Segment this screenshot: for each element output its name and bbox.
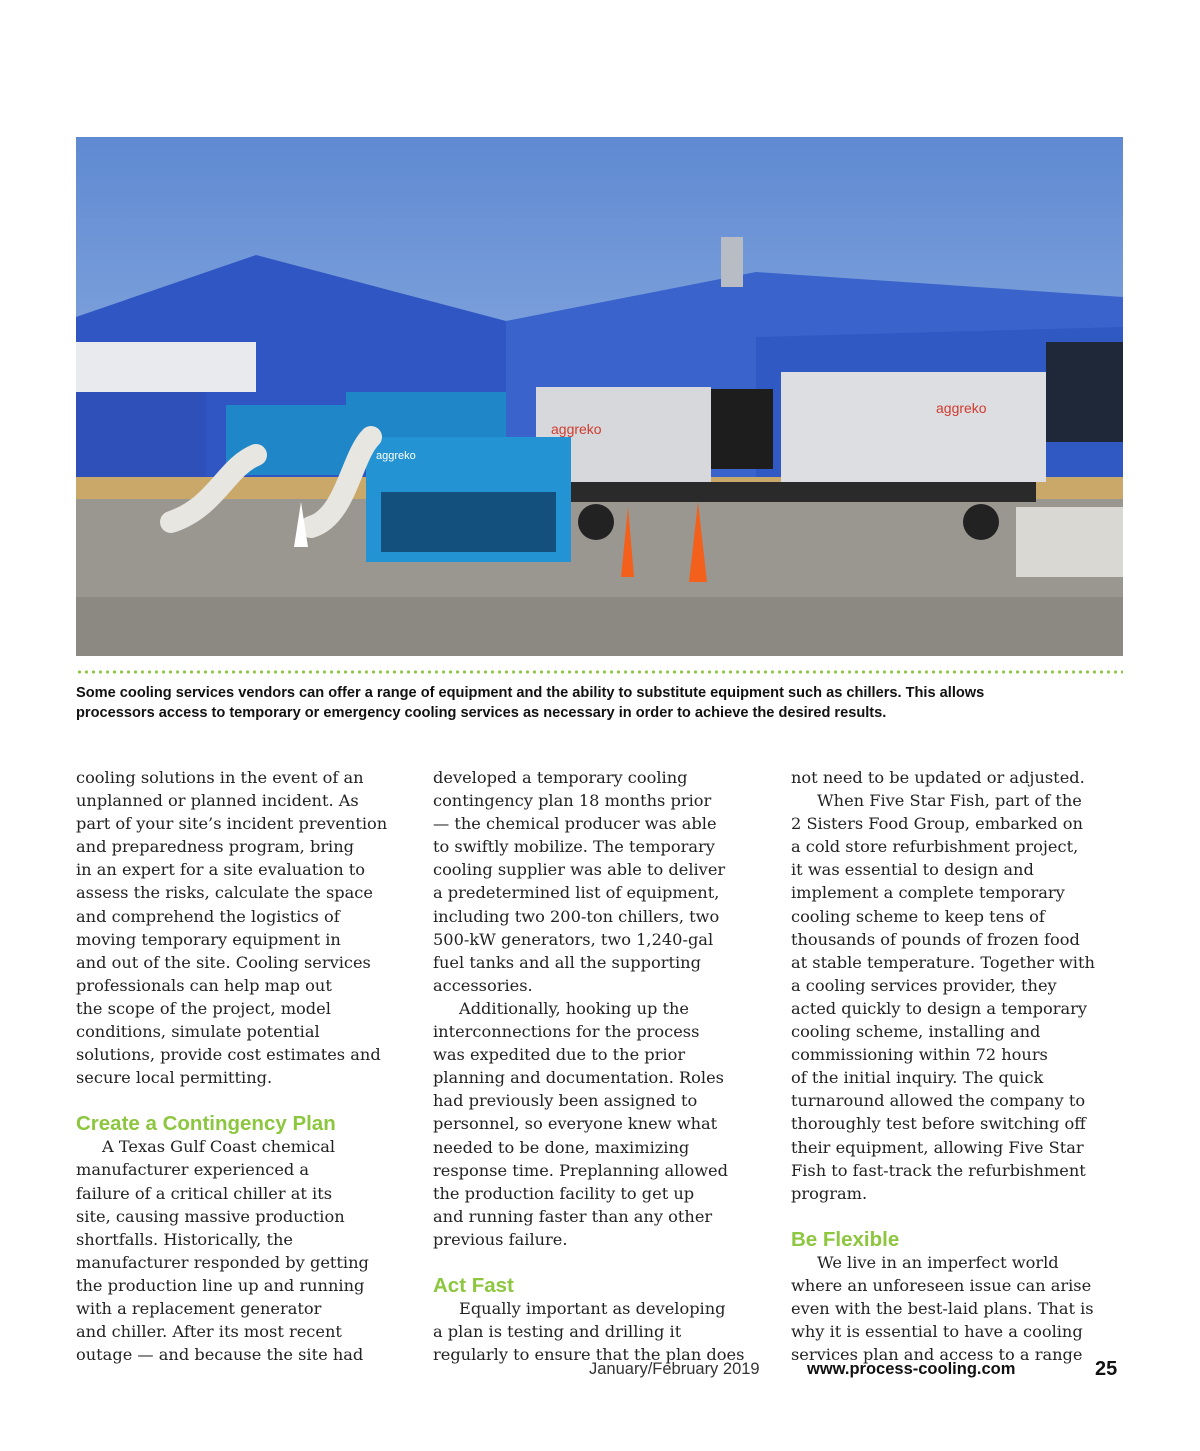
website-link[interactable]: www.process-cooling.com bbox=[807, 1360, 1016, 1378]
body-line: it was essential to design and bbox=[791, 860, 1034, 880]
body-line: their equipment, allowing Five Star bbox=[791, 1137, 1084, 1157]
body-line: accessories. bbox=[433, 975, 533, 995]
body-line: planning and documentation. Roles bbox=[433, 1068, 724, 1088]
body-line: part of your site’s incident prevention bbox=[76, 814, 388, 834]
body-line: developed a temporary cooling bbox=[433, 768, 688, 787]
body-line: of the initial inquiry. The quick bbox=[791, 1068, 1044, 1088]
body-line: services plan and access to a range bbox=[791, 1345, 1083, 1365]
generator-brand-1: aggreko bbox=[551, 421, 602, 437]
body-line: Equally important as developing bbox=[459, 1298, 726, 1318]
body-line: manufacturer responded by getting bbox=[76, 1252, 369, 1272]
section-heading-act-fast: Act Fast bbox=[433, 1273, 514, 1297]
body-line: interconnections for the process bbox=[433, 1022, 700, 1042]
body-line: site, causing massive production bbox=[76, 1206, 345, 1226]
body-line: unplanned or planned incident. As bbox=[76, 791, 359, 811]
body-line: A Texas Gulf Coast chemical bbox=[102, 1137, 336, 1157]
body-line: the scope of the project, model bbox=[76, 998, 331, 1018]
body-line: Fish to fast-track the refurbishment bbox=[791, 1160, 1086, 1180]
body-line: cooling supplier was able to deliver bbox=[433, 860, 726, 880]
body-line: outage — and because the site had bbox=[76, 1345, 364, 1365]
body-line: with a replacement generator bbox=[76, 1298, 322, 1318]
section-heading-be-flexible: Be Flexible bbox=[791, 1227, 900, 1251]
body-line: a cold store refurbishment project, bbox=[791, 837, 1079, 857]
article-column-1 bbox=[76, 766, 421, 1366]
body-line: a cooling services provider, they bbox=[791, 975, 1057, 995]
body-line: in an expert for a site evaluation to bbox=[76, 860, 366, 880]
issue-date: January/February 2019 bbox=[589, 1360, 760, 1378]
body-line: and running faster than any other bbox=[433, 1206, 713, 1226]
body-line: even with the best-laid plans. That is bbox=[791, 1298, 1094, 1318]
body-line: had previously been assigned to bbox=[433, 1091, 698, 1111]
body-line: solutions, provide cost estimates and bbox=[76, 1045, 381, 1065]
body-line: the production line up and running bbox=[76, 1275, 365, 1295]
body-line: a predetermined list of equipment, bbox=[433, 883, 720, 903]
body-line: regularly to ensure that the plan does bbox=[433, 1345, 745, 1365]
equipment-photo bbox=[76, 137, 1123, 656]
body-line: cooling scheme to keep tens of bbox=[791, 906, 1045, 926]
caption-divider bbox=[76, 670, 1123, 674]
body-line: a plan is testing and drilling it bbox=[433, 1322, 682, 1342]
body-line: thousands of pounds of frozen food bbox=[791, 929, 1080, 949]
body-line: where an unforeseen issue can arise bbox=[791, 1275, 1092, 1295]
body-line: Additionally, hooking up the bbox=[459, 998, 690, 1018]
body-line: 500-kW generators, two 1,240-gal bbox=[433, 929, 714, 949]
article-column-2 bbox=[433, 766, 778, 1366]
body-line: personnel, so everyone knew what bbox=[433, 1114, 718, 1134]
body-line: 2 Sisters Food Group, embarked on bbox=[791, 814, 1083, 834]
chiller-brand: aggreko bbox=[376, 450, 416, 462]
body-line: to swiftly mobilize. The temporary bbox=[433, 837, 715, 857]
body-line: program. bbox=[791, 1183, 868, 1203]
body-line: assess the risks, calculate the space bbox=[76, 883, 373, 903]
body-line: fuel tanks and all the supporting bbox=[433, 952, 701, 972]
body-line: When Five Star Fish, part of the bbox=[817, 791, 1082, 811]
body-line: acted quickly to design a temporary bbox=[791, 998, 1087, 1018]
body-line: at stable temperature. Together with bbox=[791, 952, 1095, 972]
body-line: and out of the site. Cooling services bbox=[76, 952, 371, 972]
body-line: manufacturer experienced a bbox=[76, 1160, 310, 1180]
body-line: was expedited due to the prior bbox=[433, 1045, 686, 1065]
body-line: moving temporary equipment in bbox=[76, 929, 341, 949]
article-column-3 bbox=[791, 766, 1136, 1366]
page-number: 25 bbox=[1095, 1358, 1118, 1380]
body-line: secure local permitting. bbox=[76, 1068, 273, 1088]
caption-line: Some cooling services vendors can offer a range of equipment and the ability to substitute equipment such as chillers. This allows bbox=[76, 685, 985, 701]
body-line: needed to be done, maximizing bbox=[433, 1137, 690, 1157]
page-footer bbox=[0, 1360, 1200, 1384]
body-line: conditions, simulate potential bbox=[76, 1022, 320, 1042]
body-line: and chiller. After its most recent bbox=[76, 1322, 342, 1342]
body-line: contingency plan 18 months prior bbox=[433, 791, 712, 811]
body-line: not need to be updated or adjusted. bbox=[791, 768, 1085, 787]
body-line: including two 200-ton chillers, two bbox=[433, 906, 720, 926]
body-line: professionals can help map out bbox=[76, 975, 332, 995]
body-line: cooling solutions in the event of an bbox=[76, 768, 364, 787]
body-line: — the chemical producer was able bbox=[433, 814, 717, 834]
body-line: implement a complete temporary bbox=[791, 883, 1065, 903]
body-line: cooling scheme, installing and bbox=[791, 1022, 1041, 1042]
body-line: response time. Preplanning allowed bbox=[433, 1160, 729, 1180]
body-line: why it is essential to have a cooling bbox=[791, 1322, 1083, 1342]
body-line: shortfalls. Historically, the bbox=[76, 1229, 293, 1249]
section-heading-contingency: Create a Contingency Plan bbox=[76, 1112, 336, 1136]
body-line: and preparedness program, bring bbox=[76, 837, 355, 857]
body-line: and comprehend the logistics of bbox=[76, 906, 340, 926]
body-line: commissioning within 72 hours bbox=[791, 1045, 1048, 1065]
body-line: We live in an imperfect world bbox=[817, 1252, 1059, 1272]
body-line: thoroughly test before switching off bbox=[791, 1114, 1086, 1134]
caption-line: processors access to temporary or emergency cooling services as necessary in order to achieve the desired results. bbox=[76, 705, 887, 721]
body-line: failure of a critical chiller at its bbox=[76, 1183, 333, 1203]
body-line: turnaround allowed the company to bbox=[791, 1091, 1086, 1111]
body-line: the production facility to get up bbox=[433, 1183, 695, 1203]
generator-brand-2: aggreko bbox=[936, 400, 987, 416]
body-line: previous failure. bbox=[433, 1229, 568, 1249]
photo-caption bbox=[76, 683, 1126, 723]
